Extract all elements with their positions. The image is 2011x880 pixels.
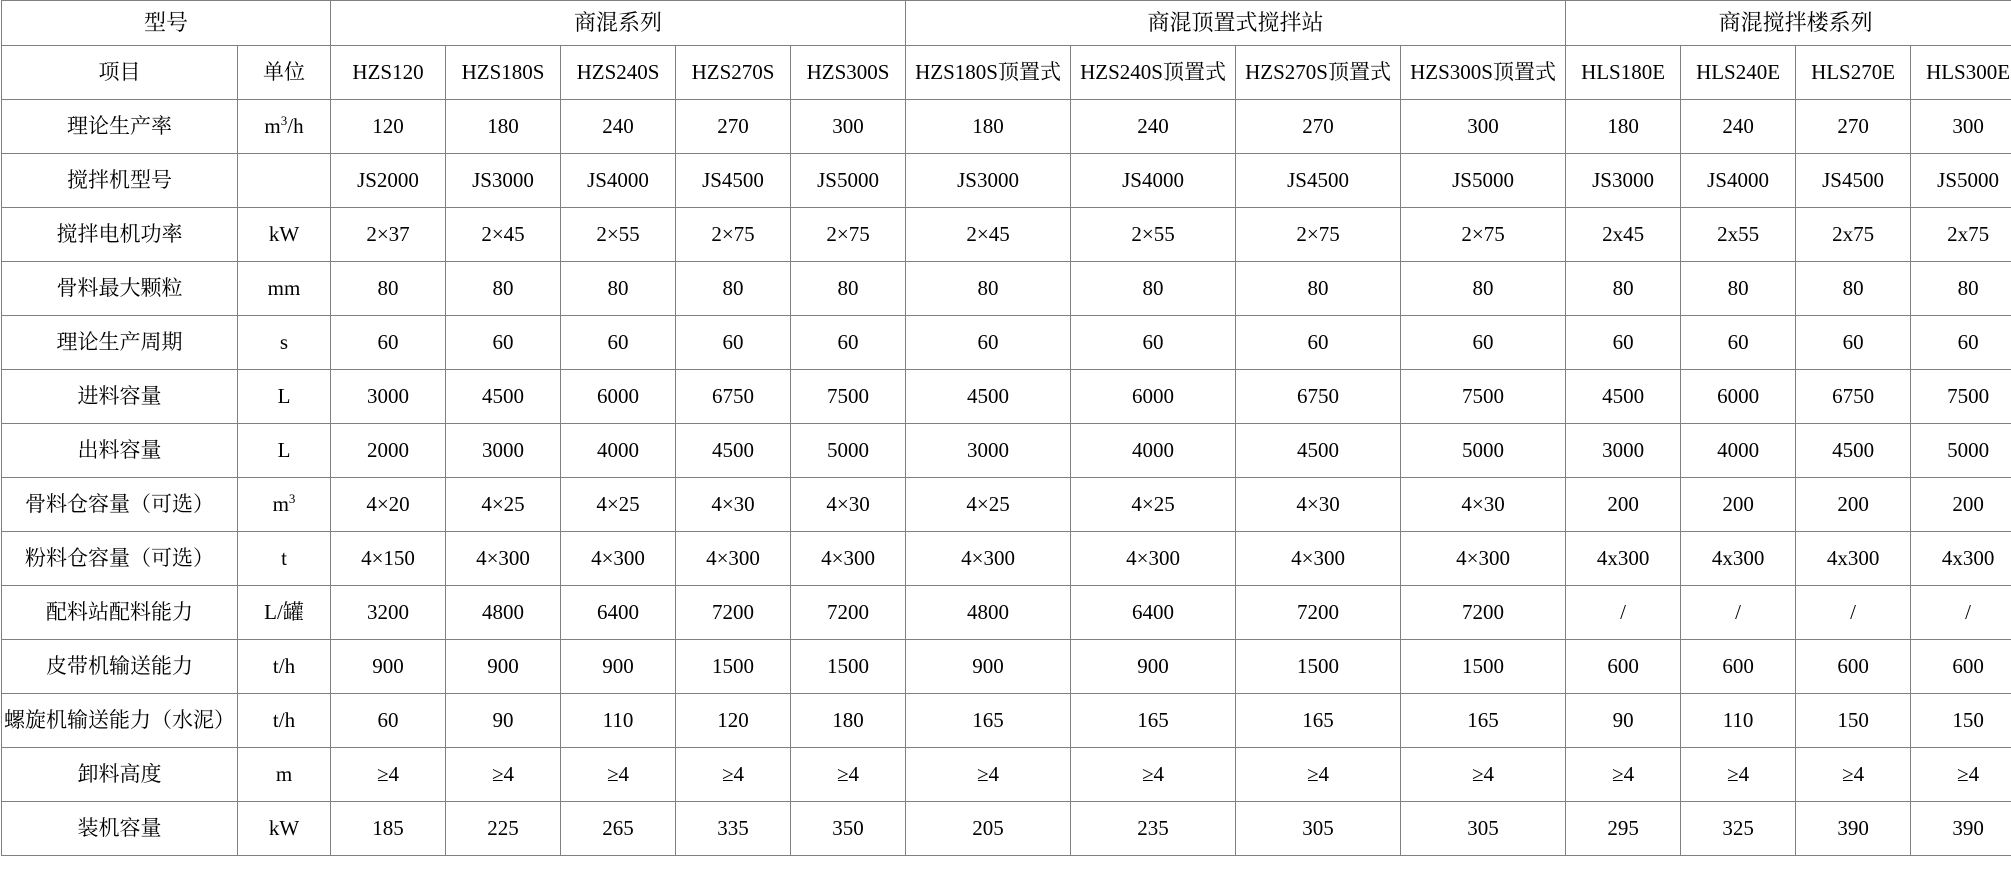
table-row xyxy=(2,640,2011,694)
row-unit-label: mm xyxy=(238,262,331,316)
table-cell: / xyxy=(1911,586,2011,640)
table-cell: 120 xyxy=(331,100,446,154)
table-cell: JS4000 xyxy=(561,154,676,208)
table-cell: 80 xyxy=(1236,262,1401,316)
table-cell: 165 xyxy=(1071,694,1236,748)
table-cell: ≥4 xyxy=(446,748,561,802)
row-item-label: 进料容量 xyxy=(2,370,238,424)
table-cell: 4×300 xyxy=(906,532,1071,586)
table-row xyxy=(2,370,2011,424)
table-cell: 1500 xyxy=(1236,640,1401,694)
table-cell: 4800 xyxy=(446,586,561,640)
row-unit-label xyxy=(238,154,331,208)
table-cell: JS4500 xyxy=(1236,154,1401,208)
unit-exponent: 3 xyxy=(288,490,296,506)
table-cell: ≥4 xyxy=(1796,748,1911,802)
table-cell: 60 xyxy=(331,694,446,748)
table-cell: 4×300 xyxy=(1071,532,1236,586)
table-cell: 4×25 xyxy=(1071,478,1236,532)
table-cell: 4000 xyxy=(1681,424,1796,478)
table-cell: 60 xyxy=(1236,316,1401,370)
table-cell: 6750 xyxy=(676,370,791,424)
table-cell: JS5000 xyxy=(791,154,906,208)
table-cell: 4×300 xyxy=(1401,532,1566,586)
unit-base: m xyxy=(264,113,281,138)
row-item-label: 粉料仓容量（可选） xyxy=(2,532,238,586)
table-cell: 80 xyxy=(906,262,1071,316)
table-cell: 2×45 xyxy=(446,208,561,262)
table-cell: 4500 xyxy=(906,370,1071,424)
table-cell: 3000 xyxy=(446,424,561,478)
table-cell: JS3000 xyxy=(1566,154,1681,208)
model-header-cell: HZS270S xyxy=(676,46,791,100)
table-cell: 150 xyxy=(1796,694,1911,748)
subheader-row xyxy=(2,46,2011,100)
row-item-label: 理论生产周期 xyxy=(2,316,238,370)
table-cell: 4×30 xyxy=(676,478,791,532)
table-row xyxy=(2,316,2011,370)
table-cell: 6000 xyxy=(1681,370,1796,424)
table-cell: JS4000 xyxy=(1071,154,1236,208)
table-cell: 60 xyxy=(1566,316,1681,370)
table-cell: 390 xyxy=(1911,802,2011,856)
row-item-label: 螺旋机输送能力（水泥） xyxy=(2,694,238,748)
row-item-label: 搅拌电机功率 xyxy=(2,208,238,262)
table-cell: 60 xyxy=(676,316,791,370)
table-cell: ≥4 xyxy=(676,748,791,802)
table-cell: 4500 xyxy=(676,424,791,478)
table-cell: 305 xyxy=(1401,802,1566,856)
table-cell: 180 xyxy=(1566,100,1681,154)
row-item-label: 装机容量 xyxy=(2,802,238,856)
table-cell: 270 xyxy=(676,100,791,154)
row-item-label: 骨料仓容量（可选） xyxy=(2,478,238,532)
table-cell: 60 xyxy=(1681,316,1796,370)
table-cell: 335 xyxy=(676,802,791,856)
table-row xyxy=(2,262,2011,316)
table-cell: 4×300 xyxy=(446,532,561,586)
table-cell: 2x75 xyxy=(1911,208,2011,262)
table-cell: 4×300 xyxy=(1236,532,1401,586)
table-row xyxy=(2,694,2011,748)
table-cell: 270 xyxy=(1796,100,1911,154)
table-cell: 2×75 xyxy=(1236,208,1401,262)
row-item-label: 出料容量 xyxy=(2,424,238,478)
table-cell: 7500 xyxy=(1911,370,2011,424)
model-header-cell: HLS240E xyxy=(1681,46,1796,100)
table-cell: 60 xyxy=(1071,316,1236,370)
unit-base: m xyxy=(272,491,289,516)
model-header-cell: HLS300E xyxy=(1911,46,2011,100)
table-cell: 80 xyxy=(1401,262,1566,316)
table-cell: 7500 xyxy=(791,370,906,424)
table-cell: ≥4 xyxy=(1911,748,2011,802)
table-cell: 4500 xyxy=(1796,424,1911,478)
unit-suffix: /h xyxy=(287,113,304,138)
table-cell: 165 xyxy=(906,694,1071,748)
table-cell: 225 xyxy=(446,802,561,856)
table-cell: 60 xyxy=(906,316,1071,370)
table-cell: 240 xyxy=(1071,100,1236,154)
table-cell: JS5000 xyxy=(1401,154,1566,208)
model-header-cell: HZS240S顶置式 xyxy=(1071,46,1236,100)
model-header-cell: HLS180E xyxy=(1566,46,1681,100)
table-cell: 900 xyxy=(1071,640,1236,694)
table-cell: 600 xyxy=(1681,640,1796,694)
row-unit-label: kW xyxy=(238,208,331,262)
table-cell: / xyxy=(1566,586,1681,640)
table-cell: 80 xyxy=(1681,262,1796,316)
table-cell: 5000 xyxy=(791,424,906,478)
table-cell: 235 xyxy=(1071,802,1236,856)
table-cell: 2×37 xyxy=(331,208,446,262)
specification-table xyxy=(1,0,2011,856)
table-cell: 90 xyxy=(1566,694,1681,748)
table-cell: 390 xyxy=(1796,802,1911,856)
table-cell: 900 xyxy=(906,640,1071,694)
table-cell: 4000 xyxy=(561,424,676,478)
table-cell: 80 xyxy=(561,262,676,316)
table-cell: 270 xyxy=(1236,100,1401,154)
row-unit-label: kW xyxy=(238,802,331,856)
table-cell: 4×30 xyxy=(791,478,906,532)
table-cell: ≥4 xyxy=(1401,748,1566,802)
table-cell: 4×300 xyxy=(791,532,906,586)
table-cell: 2×55 xyxy=(561,208,676,262)
table-cell: 4x300 xyxy=(1796,532,1911,586)
table-row xyxy=(2,748,2011,802)
table-cell: JS2000 xyxy=(331,154,446,208)
table-cell: 7500 xyxy=(1401,370,1566,424)
table-row xyxy=(2,100,2011,154)
table-cell: 4500 xyxy=(1566,370,1681,424)
table-row xyxy=(2,586,2011,640)
table-cell: 900 xyxy=(331,640,446,694)
table-cell: 4x300 xyxy=(1566,532,1681,586)
table-cell: 350 xyxy=(791,802,906,856)
table-cell: 4800 xyxy=(906,586,1071,640)
table-cell: 1500 xyxy=(1401,640,1566,694)
table-cell: 3000 xyxy=(906,424,1071,478)
table-cell: 120 xyxy=(676,694,791,748)
table-cell: 60 xyxy=(561,316,676,370)
table-cell: 4500 xyxy=(1236,424,1401,478)
table-cell: JS4000 xyxy=(1681,154,1796,208)
table-cell: 600 xyxy=(1566,640,1681,694)
model-header-cell: HZS270S顶置式 xyxy=(1236,46,1401,100)
table-cell: 240 xyxy=(1681,100,1796,154)
table-cell: 2x45 xyxy=(1566,208,1681,262)
row-unit-label: t xyxy=(238,532,331,586)
model-header-cell: HZS300S顶置式 xyxy=(1401,46,1566,100)
group-header-row xyxy=(2,1,2011,46)
group-header-row-label: 型号 xyxy=(2,1,331,46)
table-cell: 2×55 xyxy=(1071,208,1236,262)
row-unit-label xyxy=(238,100,331,154)
row-unit-label: L/罐 xyxy=(238,586,331,640)
table-cell: 265 xyxy=(561,802,676,856)
table-row xyxy=(2,424,2011,478)
table-cell: 4×300 xyxy=(561,532,676,586)
table-row xyxy=(2,208,2011,262)
table-cell: 2x55 xyxy=(1681,208,1796,262)
table-cell: 80 xyxy=(446,262,561,316)
table-cell: 4×25 xyxy=(561,478,676,532)
table-cell: 185 xyxy=(331,802,446,856)
table-cell: 60 xyxy=(1911,316,2011,370)
model-header-cell: HZS240S xyxy=(561,46,676,100)
table-cell: ≥4 xyxy=(906,748,1071,802)
table-cell: 200 xyxy=(1796,478,1911,532)
row-item-label: 骨料最大颗粒 xyxy=(2,262,238,316)
table-cell: 3000 xyxy=(331,370,446,424)
table-cell: 200 xyxy=(1911,478,2011,532)
table-cell: 60 xyxy=(1401,316,1566,370)
table-cell: 200 xyxy=(1566,478,1681,532)
table-cell: 2×45 xyxy=(906,208,1071,262)
table-cell: 4×30 xyxy=(1236,478,1401,532)
table-cell: 80 xyxy=(791,262,906,316)
table-cell: 6400 xyxy=(1071,586,1236,640)
table-cell: 325 xyxy=(1681,802,1796,856)
row-unit-label: m xyxy=(238,748,331,802)
subheader-unit-label: 单位 xyxy=(238,46,331,100)
table-cell: 2×75 xyxy=(791,208,906,262)
table-row xyxy=(2,154,2011,208)
row-item-label: 搅拌机型号 xyxy=(2,154,238,208)
group-header-cell: 商混顶置式搅拌站 xyxy=(906,1,1566,46)
table-cell: 4×300 xyxy=(676,532,791,586)
table-cell: 180 xyxy=(446,100,561,154)
model-header-cell: HZS180S xyxy=(446,46,561,100)
table-cell: JS3000 xyxy=(446,154,561,208)
table-row xyxy=(2,532,2011,586)
table-cell: / xyxy=(1796,586,1911,640)
table-body xyxy=(2,1,2011,856)
row-item-label: 卸料高度 xyxy=(2,748,238,802)
table-cell: 3200 xyxy=(331,586,446,640)
table-cell: 900 xyxy=(561,640,676,694)
table-cell: ≥4 xyxy=(1566,748,1681,802)
model-header-cell: HZS300S xyxy=(791,46,906,100)
table-cell: 6750 xyxy=(1796,370,1911,424)
table-cell: 6000 xyxy=(561,370,676,424)
model-header-cell: HLS270E xyxy=(1796,46,1911,100)
table-cell: 4×25 xyxy=(906,478,1071,532)
table-cell: 180 xyxy=(791,694,906,748)
table-cell: 110 xyxy=(561,694,676,748)
table-cell: ≥4 xyxy=(791,748,906,802)
table-cell: 2000 xyxy=(331,424,446,478)
table-cell: ≥4 xyxy=(1236,748,1401,802)
table-cell: ≥4 xyxy=(331,748,446,802)
table-cell: ≥4 xyxy=(1681,748,1796,802)
row-unit-label: s xyxy=(238,316,331,370)
table-cell: 90 xyxy=(446,694,561,748)
row-item-label: 理论生产率 xyxy=(2,100,238,154)
table-cell: 300 xyxy=(1401,100,1566,154)
table-cell: 6400 xyxy=(561,586,676,640)
table-cell: 80 xyxy=(1071,262,1236,316)
table-cell: 60 xyxy=(446,316,561,370)
model-header-cell: HZS180S顶置式 xyxy=(906,46,1071,100)
table-cell: 4×30 xyxy=(1401,478,1566,532)
group-header-cell: 商混系列 xyxy=(331,1,906,46)
unit-exponent: 3 xyxy=(280,112,288,128)
table-cell: 1500 xyxy=(676,640,791,694)
table-cell: 80 xyxy=(331,262,446,316)
row-item-label: 皮带机输送能力 xyxy=(2,640,238,694)
table-row xyxy=(2,478,2011,532)
table-cell: 2×75 xyxy=(1401,208,1566,262)
table-cell: ≥4 xyxy=(1071,748,1236,802)
table-cell: 600 xyxy=(1911,640,2011,694)
table-cell: 300 xyxy=(1911,100,2011,154)
table-cell: 2x75 xyxy=(1796,208,1911,262)
table-cell: 150 xyxy=(1911,694,2011,748)
table-cell: 180 xyxy=(906,100,1071,154)
table-cell: 4x300 xyxy=(1681,532,1796,586)
table-cell: 4x300 xyxy=(1911,532,2011,586)
table-cell: 7200 xyxy=(791,586,906,640)
table-cell: 5000 xyxy=(1911,424,2011,478)
table-cell: 60 xyxy=(791,316,906,370)
table-cell: 305 xyxy=(1236,802,1401,856)
table-cell: 1500 xyxy=(791,640,906,694)
table-cell: 4×25 xyxy=(446,478,561,532)
table-cell: 6750 xyxy=(1236,370,1401,424)
row-unit-label: L xyxy=(238,370,331,424)
table-cell: JS4500 xyxy=(676,154,791,208)
table-cell: 600 xyxy=(1796,640,1911,694)
table-cell: 165 xyxy=(1401,694,1566,748)
table-cell: 4000 xyxy=(1071,424,1236,478)
table-cell: 60 xyxy=(331,316,446,370)
row-unit-label xyxy=(238,478,331,532)
table-cell: 80 xyxy=(1796,262,1911,316)
table-cell: 300 xyxy=(791,100,906,154)
group-header-cell: 商混搅拌楼系列 xyxy=(1566,1,2011,46)
table-cell: 5000 xyxy=(1401,424,1566,478)
table-cell: 165 xyxy=(1236,694,1401,748)
table-cell: JS5000 xyxy=(1911,154,2011,208)
table-cell: 80 xyxy=(676,262,791,316)
table-cell: 2×75 xyxy=(676,208,791,262)
table-cell: 295 xyxy=(1566,802,1681,856)
table-cell: 900 xyxy=(446,640,561,694)
row-item-label: 配料站配料能力 xyxy=(2,586,238,640)
table-cell: 4500 xyxy=(446,370,561,424)
table-cell: 4×150 xyxy=(331,532,446,586)
table-cell: 7200 xyxy=(1236,586,1401,640)
table-cell: 60 xyxy=(1796,316,1911,370)
table-cell: 6000 xyxy=(1071,370,1236,424)
table-cell: 240 xyxy=(561,100,676,154)
table-cell: 80 xyxy=(1566,262,1681,316)
table-cell: 80 xyxy=(1911,262,2011,316)
row-unit-label: t/h xyxy=(238,694,331,748)
table-cell: 4×20 xyxy=(331,478,446,532)
subheader-item-label: 项目 xyxy=(2,46,238,100)
row-unit-label: L xyxy=(238,424,331,478)
table-cell: ≥4 xyxy=(561,748,676,802)
table-cell: JS4500 xyxy=(1796,154,1911,208)
row-unit-label: t/h xyxy=(238,640,331,694)
table-cell: 200 xyxy=(1681,478,1796,532)
model-header-cell: HZS120 xyxy=(331,46,446,100)
table-cell: / xyxy=(1681,586,1796,640)
table-cell: JS3000 xyxy=(906,154,1071,208)
table-row xyxy=(2,802,2011,856)
table-cell: 3000 xyxy=(1566,424,1681,478)
table-cell: 205 xyxy=(906,802,1071,856)
table-cell: 110 xyxy=(1681,694,1796,748)
table-cell: 7200 xyxy=(1401,586,1566,640)
table-cell: 7200 xyxy=(676,586,791,640)
